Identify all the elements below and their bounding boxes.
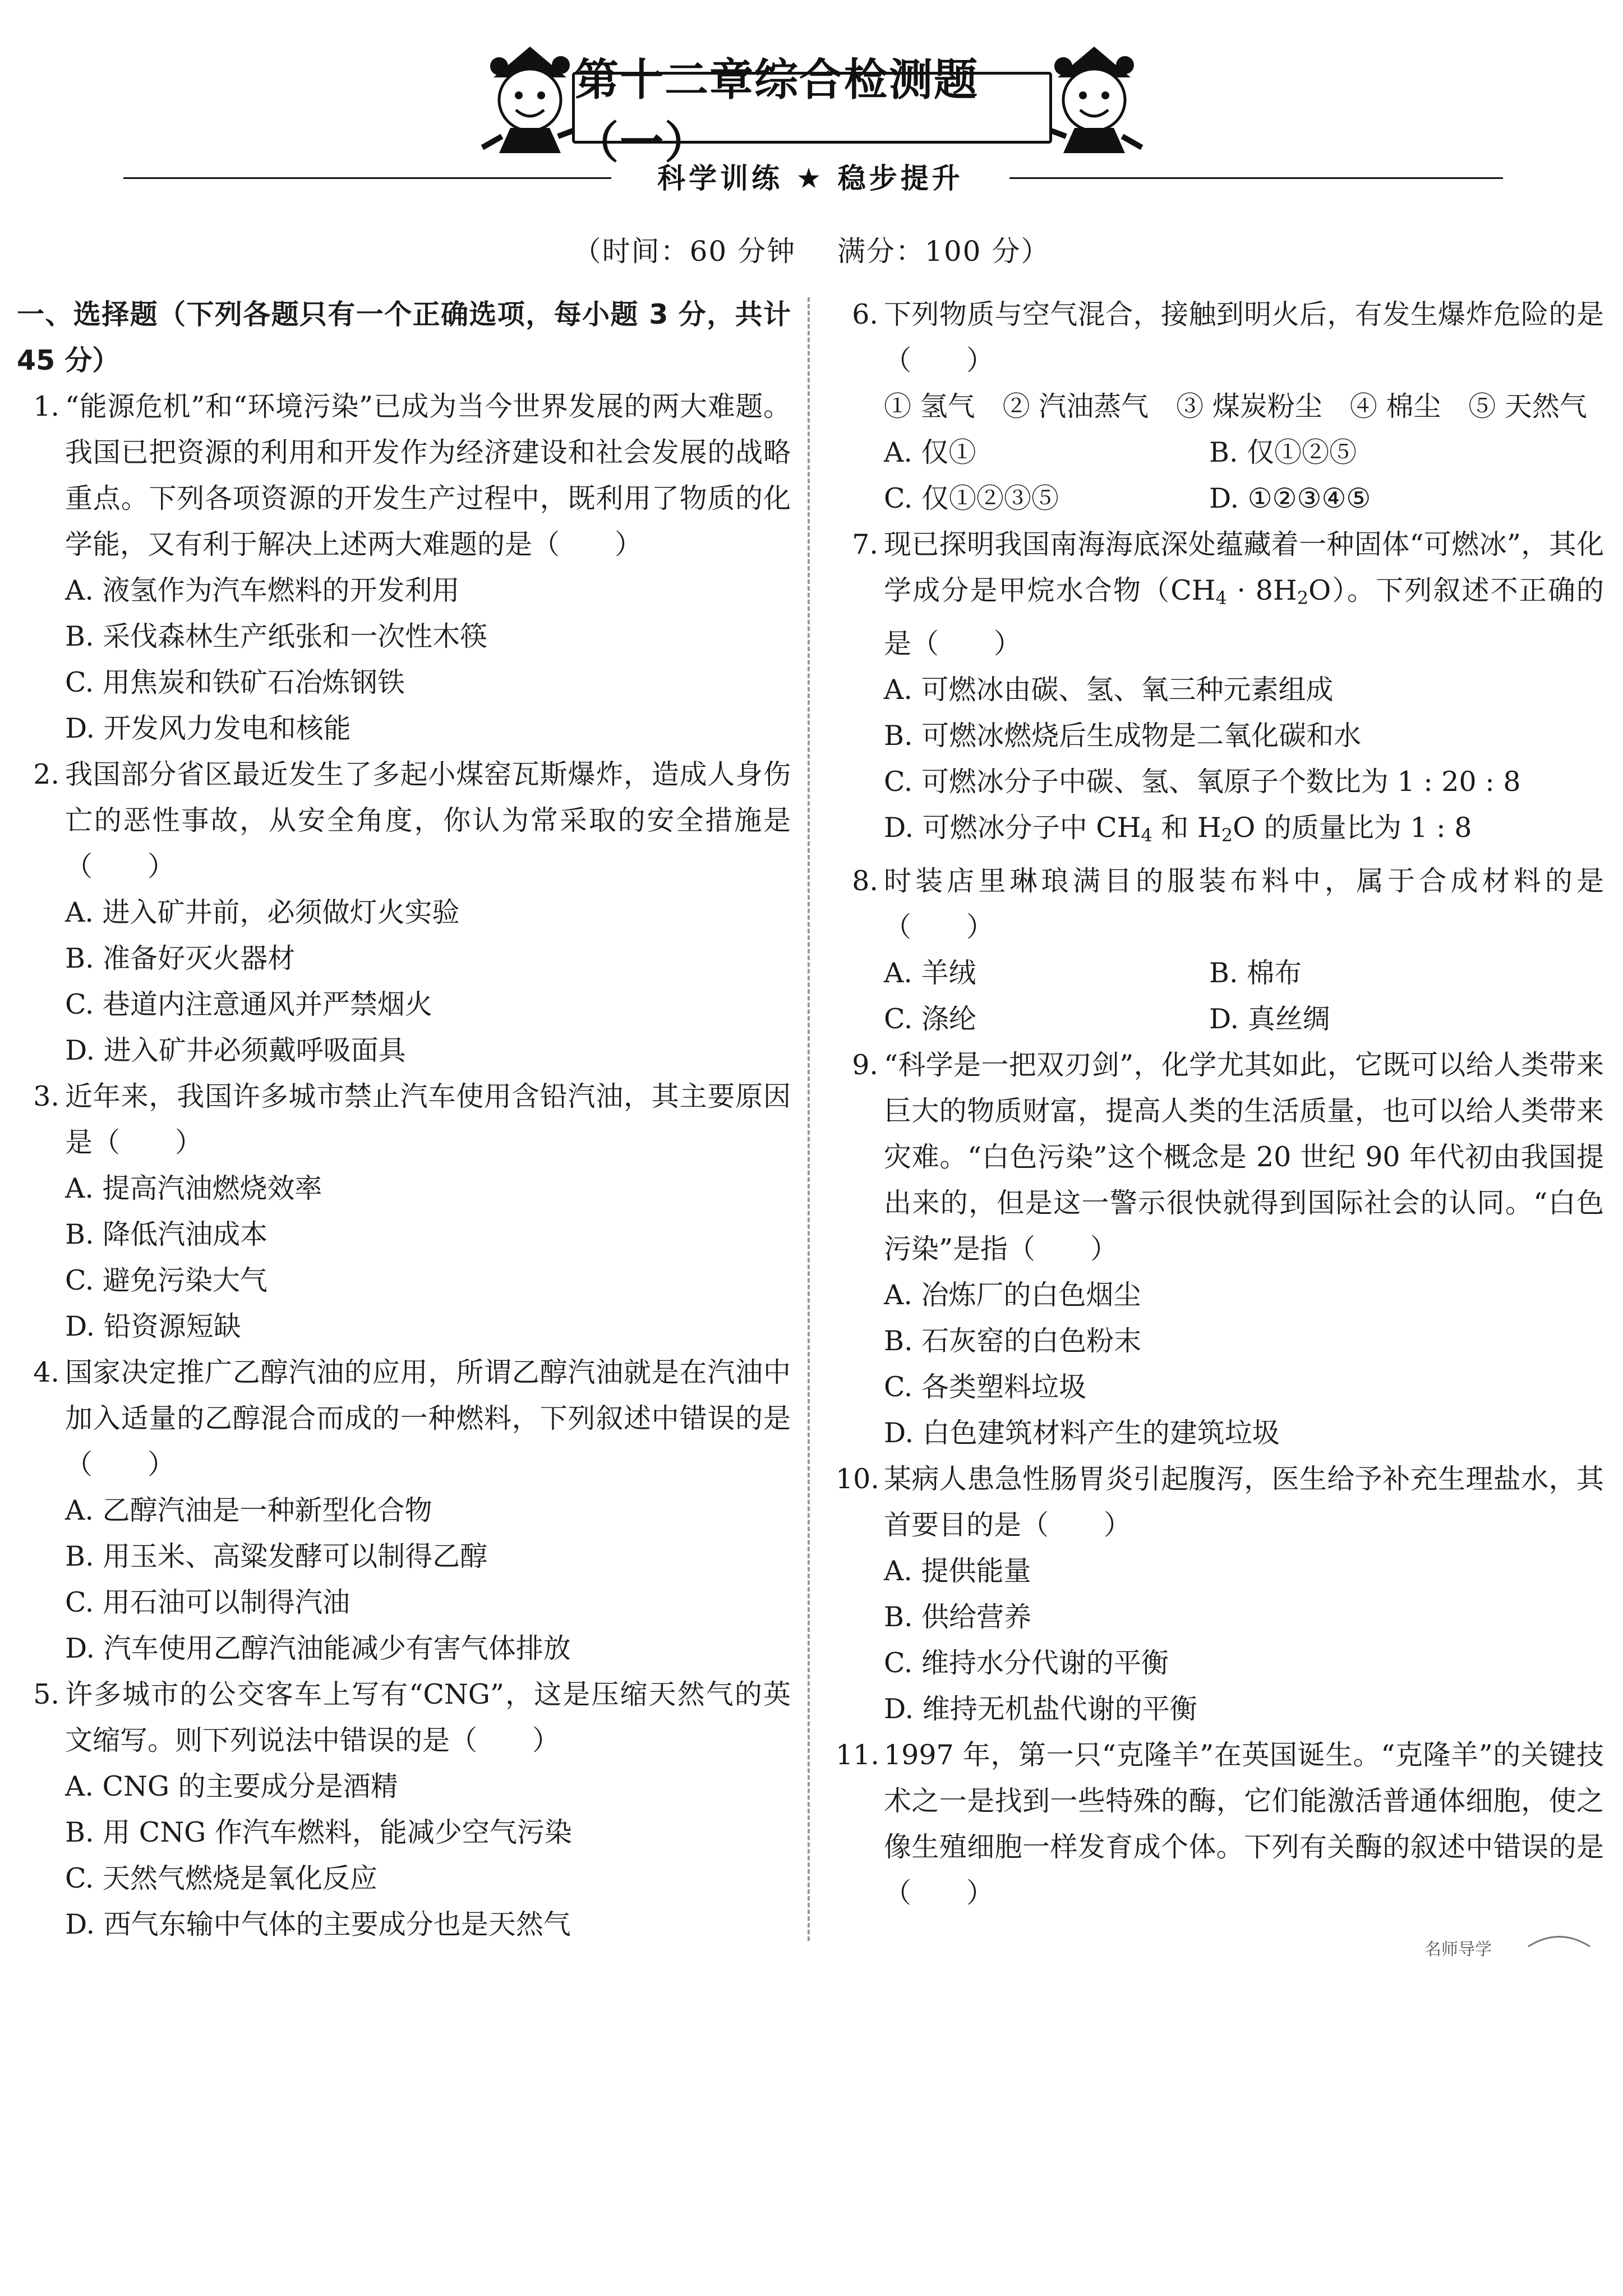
question-11 bbox=[836, 1732, 1604, 1916]
header-rule-left bbox=[123, 177, 611, 179]
question-stem: 国家决定推广乙醇汽油的应用，所谓乙醇汽油就是在汽油中加入适量的乙醇混合而成的一种燃料，下列叙述中错误的是（ ） bbox=[65, 1356, 791, 1480]
chapter-title-box bbox=[572, 55, 1052, 168]
question-number: 2. bbox=[33, 758, 59, 790]
question-6 bbox=[836, 292, 1604, 522]
question-9 bbox=[836, 1042, 1604, 1456]
option-b: B. 棉布 bbox=[1209, 957, 1302, 989]
question-3 bbox=[17, 1074, 791, 1350]
question-number: 5. bbox=[33, 1678, 59, 1710]
option-b: B. 供给营养 bbox=[884, 1601, 1032, 1633]
option-c: C. 仅①②③⑤ bbox=[884, 482, 1059, 514]
option-c: C. 可燃冰分子中碳、氢、氧原子个数比为 1 : 20 : 8 bbox=[884, 766, 1521, 798]
option-a: A. CNG 的主要成分是酒精 bbox=[65, 1770, 398, 1802]
option-a: A. 羊绒 bbox=[884, 957, 976, 989]
option-c: C. 用焦炭和铁矿石冶炼钢铁 bbox=[65, 666, 405, 698]
full-score: 满分：100 分） bbox=[837, 235, 1050, 268]
column-divider bbox=[808, 297, 810, 1941]
question-stem: 时装店里琳琅满目的服装布料中，属于合成材料的是（ ） bbox=[884, 865, 1604, 943]
option-b: B. 用玉米、高粱发酵可以制得乙醇 bbox=[65, 1540, 488, 1572]
page-title: 第十二章综合检测题（一） bbox=[575, 55, 979, 168]
option-c: C. 涤纶 bbox=[884, 1003, 976, 1035]
question-stem: 1997 年，第一只“克隆羊”在英国诞生。“克隆羊”的关键技术之一是找到一些特殊的酶，它们能激活普通体细胞，使之像生殖细胞一样发育成个体。下列有关酶的叙述中错误的是（ ） bbox=[884, 1739, 1604, 1909]
option-d: D. 维持无机盐代谢的平衡 bbox=[884, 1693, 1197, 1725]
exam-info bbox=[0, 229, 1623, 269]
question-stem: 某病人患急性肠胃炎引起腹泻，医生给予补充生理盐水，其首要目的是（ ） bbox=[884, 1463, 1604, 1541]
question-stem: 近年来，我国许多城市禁止汽车使用含铅汽油，其主要原因是（ ） bbox=[65, 1080, 791, 1158]
option-b: B. 采伐森林生产纸张和一次性木筷 bbox=[65, 620, 488, 652]
option-c: C. 各类塑料垃圾 bbox=[884, 1371, 1086, 1403]
question-stem: 许多城市的公交客车上写有“CNG”，这是压缩天然气的英文缩写。则下列说法中错误的是（ ） bbox=[65, 1678, 791, 1756]
option-b: B. 可燃冰燃烧后生成物是二氧化碳和水 bbox=[884, 720, 1362, 752]
question-stem: 现已探明我国南海海底深处蕴藏着一种固体“可燃冰”，其化学成分是甲烷水合物$(CH_4 \cdot 8H_2O)$。下列叙述不正确的是（ ） bbox=[884, 528, 1604, 660]
header-rule-right bbox=[1009, 177, 1503, 179]
question-2 bbox=[17, 752, 791, 1074]
substance-list: ① 氢气 ② 汽油蒸气 ③ 煤炭粉尘 ④ 棉尘 ⑤ 天然气 bbox=[884, 390, 1587, 422]
question-number: 1. bbox=[33, 390, 59, 422]
option-b: B. 用 CNG 作汽车燃料，能减少空气污染 bbox=[65, 1816, 572, 1848]
question-4 bbox=[17, 1350, 791, 1672]
option-a: A. 仅① bbox=[884, 436, 976, 468]
question-stem: “能源危机”和“环境污染”已成为当今世界发展的两大难题。我国已把资源的利用和开发作为经济建设和社会发展的战略重点。下列各项资源的开发生产过程中，既利用了物质的化学能，又有利于解决上述两大难题的是（ ） bbox=[65, 390, 791, 560]
question-1 bbox=[17, 384, 791, 752]
footer-swoosh-icon bbox=[1525, 1930, 1593, 1952]
question-10 bbox=[836, 1456, 1604, 1732]
option-c: C. 巷道内注意通风并严禁烟火 bbox=[65, 988, 432, 1020]
question-8 bbox=[836, 858, 1604, 1042]
option-a: A. 液氢作为汽车燃料的开发利用 bbox=[65, 574, 460, 606]
question-number: 11. bbox=[836, 1739, 879, 1771]
option-a: A. 冶炼厂的白色烟尘 bbox=[884, 1279, 1141, 1311]
time-limit: （时间：60 分钟 bbox=[573, 235, 796, 268]
option-d: D. 开发风力发电和核能 bbox=[65, 712, 351, 744]
question-stem: 我国部分省区最近发生了多起小煤窑瓦斯爆炸，造成人身伤亡的恶性事故，从安全角度，你认为常采取的安全措施是（ ） bbox=[65, 758, 791, 882]
section-heading: 一、选择题（下列各题只有一个正确选项，每小题 3 分，共计 45 分） bbox=[17, 298, 791, 376]
question-7 bbox=[836, 522, 1604, 858]
question-number: 7. bbox=[852, 528, 878, 560]
page-subtitle: 科学训练 ★ 稳步提升 bbox=[657, 162, 963, 195]
question-number: 8. bbox=[852, 865, 878, 897]
option-a: A. 进入矿井前，必须做灯火实验 bbox=[65, 896, 460, 928]
option-a: A. 提供能量 bbox=[884, 1555, 1031, 1587]
option-c: C. 维持水分代谢的平衡 bbox=[884, 1647, 1169, 1679]
question-number: 3. bbox=[33, 1080, 59, 1112]
option-b: B. 仅①②⑤ bbox=[1209, 436, 1357, 468]
right-column bbox=[836, 292, 1604, 1916]
question-stem: 下列物质与空气混合，接触到明火后，有发生爆炸危险的是（ ） bbox=[884, 298, 1604, 376]
question-number: 10. bbox=[836, 1463, 879, 1495]
question-number: 9. bbox=[852, 1049, 878, 1081]
option-a: A. 乙醇汽油是一种新型化合物 bbox=[65, 1494, 432, 1526]
left-column bbox=[17, 292, 791, 1948]
option-d: D. 汽车使用乙醇汽油能减少有害气体排放 bbox=[65, 1632, 571, 1664]
question-stem: “科学是一把双刃剑”，化学尤其如此，它既可以给人类带来巨大的物质财富，提高人类的生活质量，也可以给人类带来灾难。“白色污染”这个概念是 20 世纪 90 年代初由我国提出来的，但是这一警示很快就得到国际社会的认同。“白色污染”是指（ ） bbox=[884, 1049, 1604, 1265]
question-number: 6. bbox=[852, 298, 878, 330]
option-c: C. 避免污染大气 bbox=[65, 1264, 268, 1296]
option-b: B. 准备好灭火器材 bbox=[65, 942, 296, 974]
option-c: C. 天然气燃烧是氧化反应 bbox=[65, 1862, 377, 1894]
option-a: A. 可燃冰由碳、氢、氧三种元素组成 bbox=[884, 674, 1334, 706]
question-5 bbox=[17, 1672, 791, 1948]
cartoon-mascot-left-icon bbox=[477, 44, 583, 156]
option-d: D. 真丝绸 bbox=[1209, 1003, 1330, 1035]
option-d: D. 进入矿井必须戴呼吸面具 bbox=[65, 1034, 406, 1066]
option-d: D. 铅资源短缺 bbox=[65, 1310, 241, 1342]
option-c: C. 用石油可以制得汽油 bbox=[65, 1586, 350, 1618]
cartoon-mascot-right-icon bbox=[1041, 44, 1147, 156]
option-d: D. ①②③④⑤ bbox=[1209, 482, 1371, 514]
question-number: 4. bbox=[33, 1356, 59, 1388]
option-d: D. 可燃冰分子中 $CH_4$ 和 $H_2O$ 的质量比为 1 : 8 bbox=[884, 812, 1472, 846]
option-a: A. 提高汽油燃烧效率 bbox=[65, 1172, 322, 1204]
option-b: B. 降低汽油成本 bbox=[65, 1218, 268, 1250]
option-b: B. 石灰窑的白色粉末 bbox=[884, 1325, 1142, 1357]
option-d: D. 西气东输中气体的主要成分也是天然气 bbox=[65, 1908, 571, 1940]
option-d: D. 白色建筑材料产生的建筑垃圾 bbox=[884, 1417, 1280, 1449]
footer-brand: 名师导学 bbox=[1424, 1940, 1492, 1959]
